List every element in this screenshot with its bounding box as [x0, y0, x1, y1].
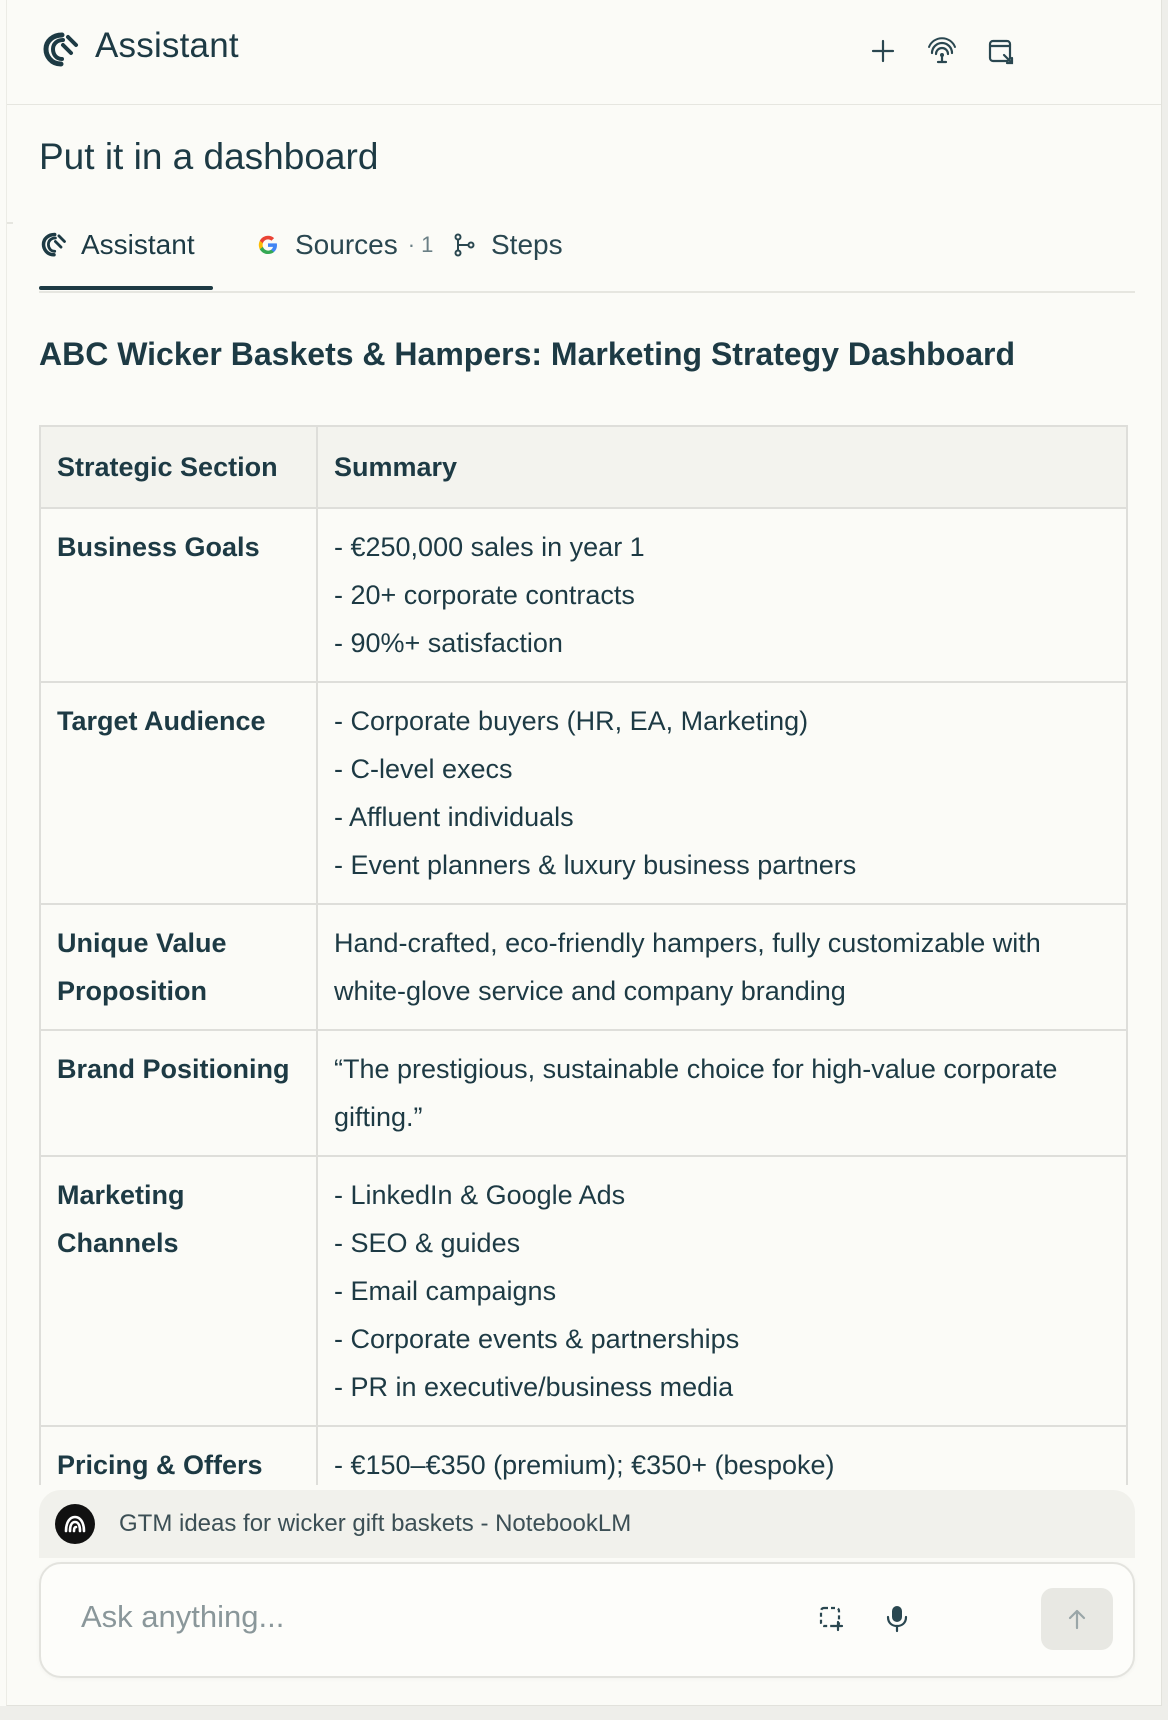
tab-divider	[39, 291, 1135, 293]
table-row	[40, 1426, 1127, 1485]
screenshot-select-icon	[817, 1604, 845, 1632]
tab-label: Assistant	[81, 229, 195, 260]
ask-input[interactable]	[79, 1594, 783, 1640]
summary-cell	[317, 1156, 1127, 1426]
section-cell: Pricing & Offers	[40, 1426, 317, 1485]
table-row	[40, 1156, 1127, 1426]
summary-cell: - €150–€350 (premium); €350+ (bespoke)	[317, 1426, 1127, 1485]
summary-cell: Hand-crafted, eco-friendly hampers, fully customizable with white-glove service and company branding	[317, 904, 1127, 1030]
summary-cell	[317, 508, 1127, 682]
divider	[7, 222, 13, 224]
summary-cell: “The prestigious, sustainable choice for high-value corporate gifting.”	[317, 1030, 1127, 1156]
open-window-icon	[986, 36, 1016, 66]
google-g-icon	[253, 230, 283, 260]
summary-line: - Email campaigns	[334, 1276, 557, 1306]
summary-line: - €250,000 sales in year 1	[334, 532, 645, 562]
answer-content	[39, 300, 1135, 1485]
context-chip[interactable]	[39, 1490, 1135, 1558]
dashboard-table	[39, 425, 1128, 1485]
summary-line: - 90%+ satisfaction	[334, 628, 563, 658]
sources-count: · 1	[407, 232, 434, 257]
broadcast-button[interactable]	[924, 33, 960, 69]
summary-line: - Corporate buyers (HR, EA, Marketing)	[334, 706, 809, 736]
section-cell: Unique Value Proposition	[40, 904, 317, 1030]
column-header: Strategic Section	[40, 426, 317, 508]
user-query: Put it in a dashboard	[39, 136, 379, 177]
panel-header	[7, 0, 1161, 105]
open-window-button[interactable]	[983, 33, 1019, 69]
tab-assistant[interactable]	[39, 214, 195, 276]
assistant-panel	[6, 0, 1162, 1706]
window-edge	[1161, 0, 1168, 1720]
summary-line: - 20+ corporate contracts	[334, 580, 635, 610]
summary-line: - C-level execs	[334, 754, 513, 784]
screenshot-select-button[interactable]	[811, 1598, 851, 1638]
steps-branch-icon	[449, 230, 479, 260]
tab-sources[interactable]	[253, 214, 433, 276]
microphone-button[interactable]	[877, 1598, 917, 1638]
send-arrow-icon	[1064, 1606, 1090, 1632]
table-row	[40, 508, 1127, 682]
table-row	[40, 1030, 1127, 1156]
active-tab-indicator	[39, 286, 213, 290]
window-edge-bottom	[0, 1706, 1168, 1720]
broadcast-icon	[926, 35, 958, 67]
tab-bar	[39, 214, 1135, 294]
new-thread-button[interactable]	[865, 33, 901, 69]
microphone-icon	[883, 1603, 911, 1633]
tab-steps[interactable]	[449, 214, 563, 276]
assistant-logo-icon	[41, 30, 81, 70]
table-header-row	[40, 426, 1127, 508]
summary-line: - Event planners & luxury business partners	[334, 850, 857, 880]
notebooklm-icon	[55, 1504, 95, 1544]
tab-label: Sources	[295, 229, 398, 260]
summary-cell	[317, 682, 1127, 904]
table-row	[40, 682, 1127, 904]
context-label: GTM ideas for wicker gift baskets - NotebookLM	[119, 1510, 632, 1537]
plus-icon	[870, 38, 896, 64]
send-button[interactable]	[1041, 1588, 1113, 1650]
column-header: Summary	[317, 426, 1127, 508]
section-cell: Business Goals	[40, 508, 317, 682]
summary-line: - Affluent individuals	[334, 802, 574, 832]
summary-line: - Corporate events & partnerships	[334, 1324, 740, 1354]
tab-label: Steps	[491, 229, 563, 260]
section-cell: Target Audience	[40, 682, 317, 904]
section-cell: Brand Positioning	[40, 1030, 317, 1156]
app-title: Assistant	[95, 26, 239, 65]
chat-input-box	[39, 1562, 1135, 1678]
document-title: ABC Wicker Baskets & Hampers: Marketing Strategy Dashboard	[39, 336, 1016, 372]
summary-line: - LinkedIn & Google Ads	[334, 1180, 626, 1210]
summary-line: - SEO & guides	[334, 1228, 521, 1258]
assistant-logo-icon	[39, 230, 69, 260]
table-row	[40, 904, 1127, 1030]
section-cell: Marketing Channels	[40, 1156, 317, 1426]
summary-line: - PR in executive/business media	[334, 1372, 734, 1402]
